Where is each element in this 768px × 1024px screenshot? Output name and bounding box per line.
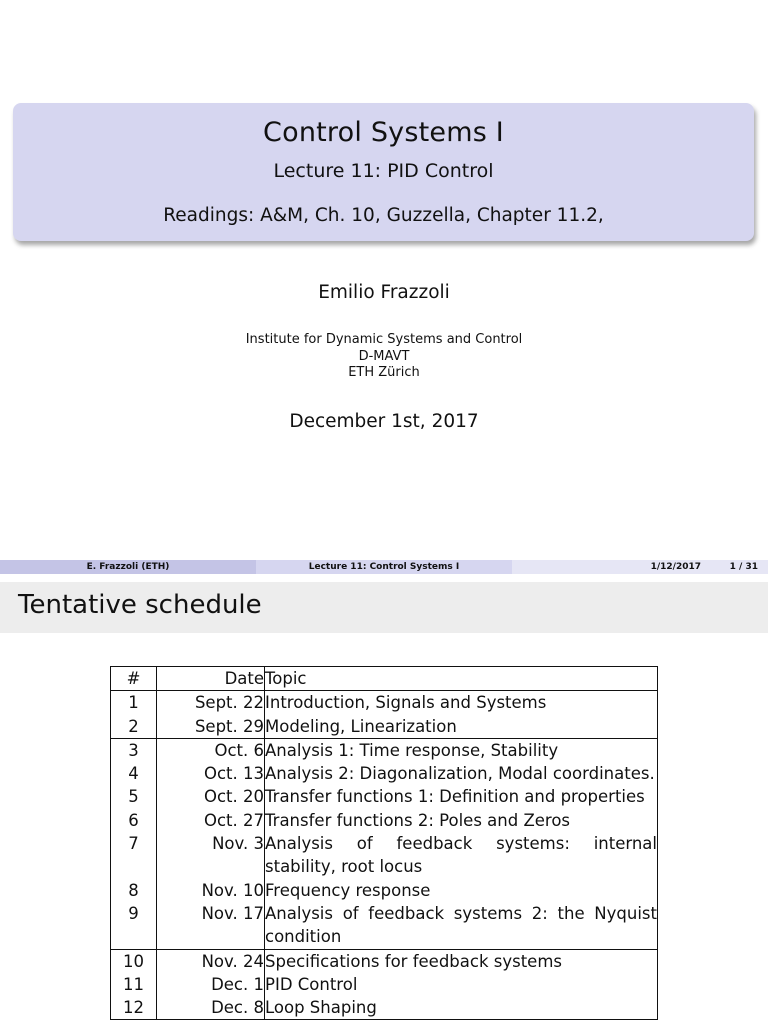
- row-num: 1: [111, 691, 157, 715]
- row-date: Sept. 29: [157, 715, 265, 739]
- row-num: 9: [111, 902, 157, 949]
- institute-block: [0, 332, 768, 382]
- header-topic: Topic: [265, 667, 658, 691]
- row-topic: Introduction, Signals and Systems: [265, 693, 547, 713]
- row-date: Dec. 1: [157, 973, 265, 996]
- row-topic: PID Control: [265, 974, 358, 994]
- row-topic: Frequency response: [265, 880, 431, 900]
- table-header-row: [111, 667, 658, 691]
- lecture-subtitle: Lecture 11: PID Control: [273, 160, 494, 182]
- row-num: 4: [111, 762, 157, 785]
- schedule-slide: [0, 574, 768, 1024]
- row-date: Nov. 10: [157, 879, 265, 902]
- footer-page-number: 1 / 31: [729, 562, 758, 572]
- table-row: [111, 832, 658, 879]
- row-topic: Transfer functions 2: Poles and Zeros: [265, 810, 571, 830]
- row-date: Oct. 20: [157, 785, 265, 808]
- table-row: [111, 902, 658, 949]
- footer-author: E. Frazzoli (ETH): [0, 560, 256, 574]
- table-row: [111, 738, 658, 762]
- row-num: 2: [111, 715, 157, 739]
- row-date: Nov. 3: [157, 832, 265, 879]
- institute-line: D-MAVT: [358, 348, 410, 364]
- institute-line: ETH Zürich: [348, 365, 420, 380]
- author-name: Emilio Frazzoli: [318, 282, 450, 303]
- lecture-date: December 1st, 2017: [289, 411, 479, 432]
- row-date: Oct. 6: [157, 738, 265, 762]
- row-topic: Modeling, Linearization: [265, 715, 658, 739]
- row-num: 11: [111, 973, 157, 996]
- title-box: [13, 103, 754, 241]
- row-num: 7: [111, 832, 157, 879]
- row-topic: Analysis of feedback systems 2: the Nyquist condition: [265, 902, 658, 949]
- frame-title-bar: [0, 582, 768, 633]
- table-row: [111, 973, 658, 996]
- schedule-table: [110, 666, 658, 1020]
- header-date: Date: [157, 667, 265, 691]
- table-row: [111, 715, 658, 739]
- row-num: 10: [111, 949, 157, 973]
- footer-right: [512, 560, 768, 574]
- row-topic: Loop Shaping: [265, 998, 377, 1018]
- row-num: 5: [111, 785, 157, 808]
- table-row: [111, 996, 658, 1020]
- table-row: [111, 762, 658, 785]
- row-topic: Analysis of feedback systems: internal stability, root locus: [265, 834, 657, 877]
- slide-footer: [0, 560, 768, 574]
- row-date: Oct. 13: [157, 762, 265, 785]
- header-num: #: [111, 667, 157, 691]
- table-row: [111, 949, 658, 973]
- row-date: Nov. 24: [157, 949, 265, 973]
- row-date: Sept. 22: [157, 691, 265, 715]
- row-topic: Analysis 1: Time response, Stability: [265, 740, 559, 760]
- row-num: 3: [111, 738, 157, 762]
- readings-line: Readings: A&M, Ch. 10, Guzzella, Chapter 11.2,: [163, 205, 604, 226]
- row-num: 6: [111, 809, 157, 832]
- table-row: [111, 879, 658, 902]
- footer-title: Lecture 11: Control Systems I: [256, 560, 512, 574]
- institute-line: Institute for Dynamic Systems and Control: [245, 332, 523, 347]
- row-date: Dec. 8: [157, 996, 265, 1020]
- lecture-title: Control Systems I: [263, 117, 504, 148]
- row-topic: Analysis 2: Diagonalization, Modal coordinates.: [265, 764, 655, 784]
- table-row: [111, 785, 658, 808]
- row-num: 8: [111, 879, 157, 902]
- row-date: Oct. 27: [157, 809, 265, 832]
- table-row: [111, 809, 658, 832]
- frame-title: Tentative schedule: [18, 590, 262, 620]
- footer-date: 1/12/2017: [650, 562, 701, 572]
- row-topic: Transfer functions 1: Definition and properties: [265, 787, 645, 807]
- row-date: Nov. 17: [157, 902, 265, 949]
- table-row: [111, 691, 658, 715]
- row-topic: Specifications for feedback systems: [265, 951, 562, 971]
- row-num: 12: [111, 996, 157, 1020]
